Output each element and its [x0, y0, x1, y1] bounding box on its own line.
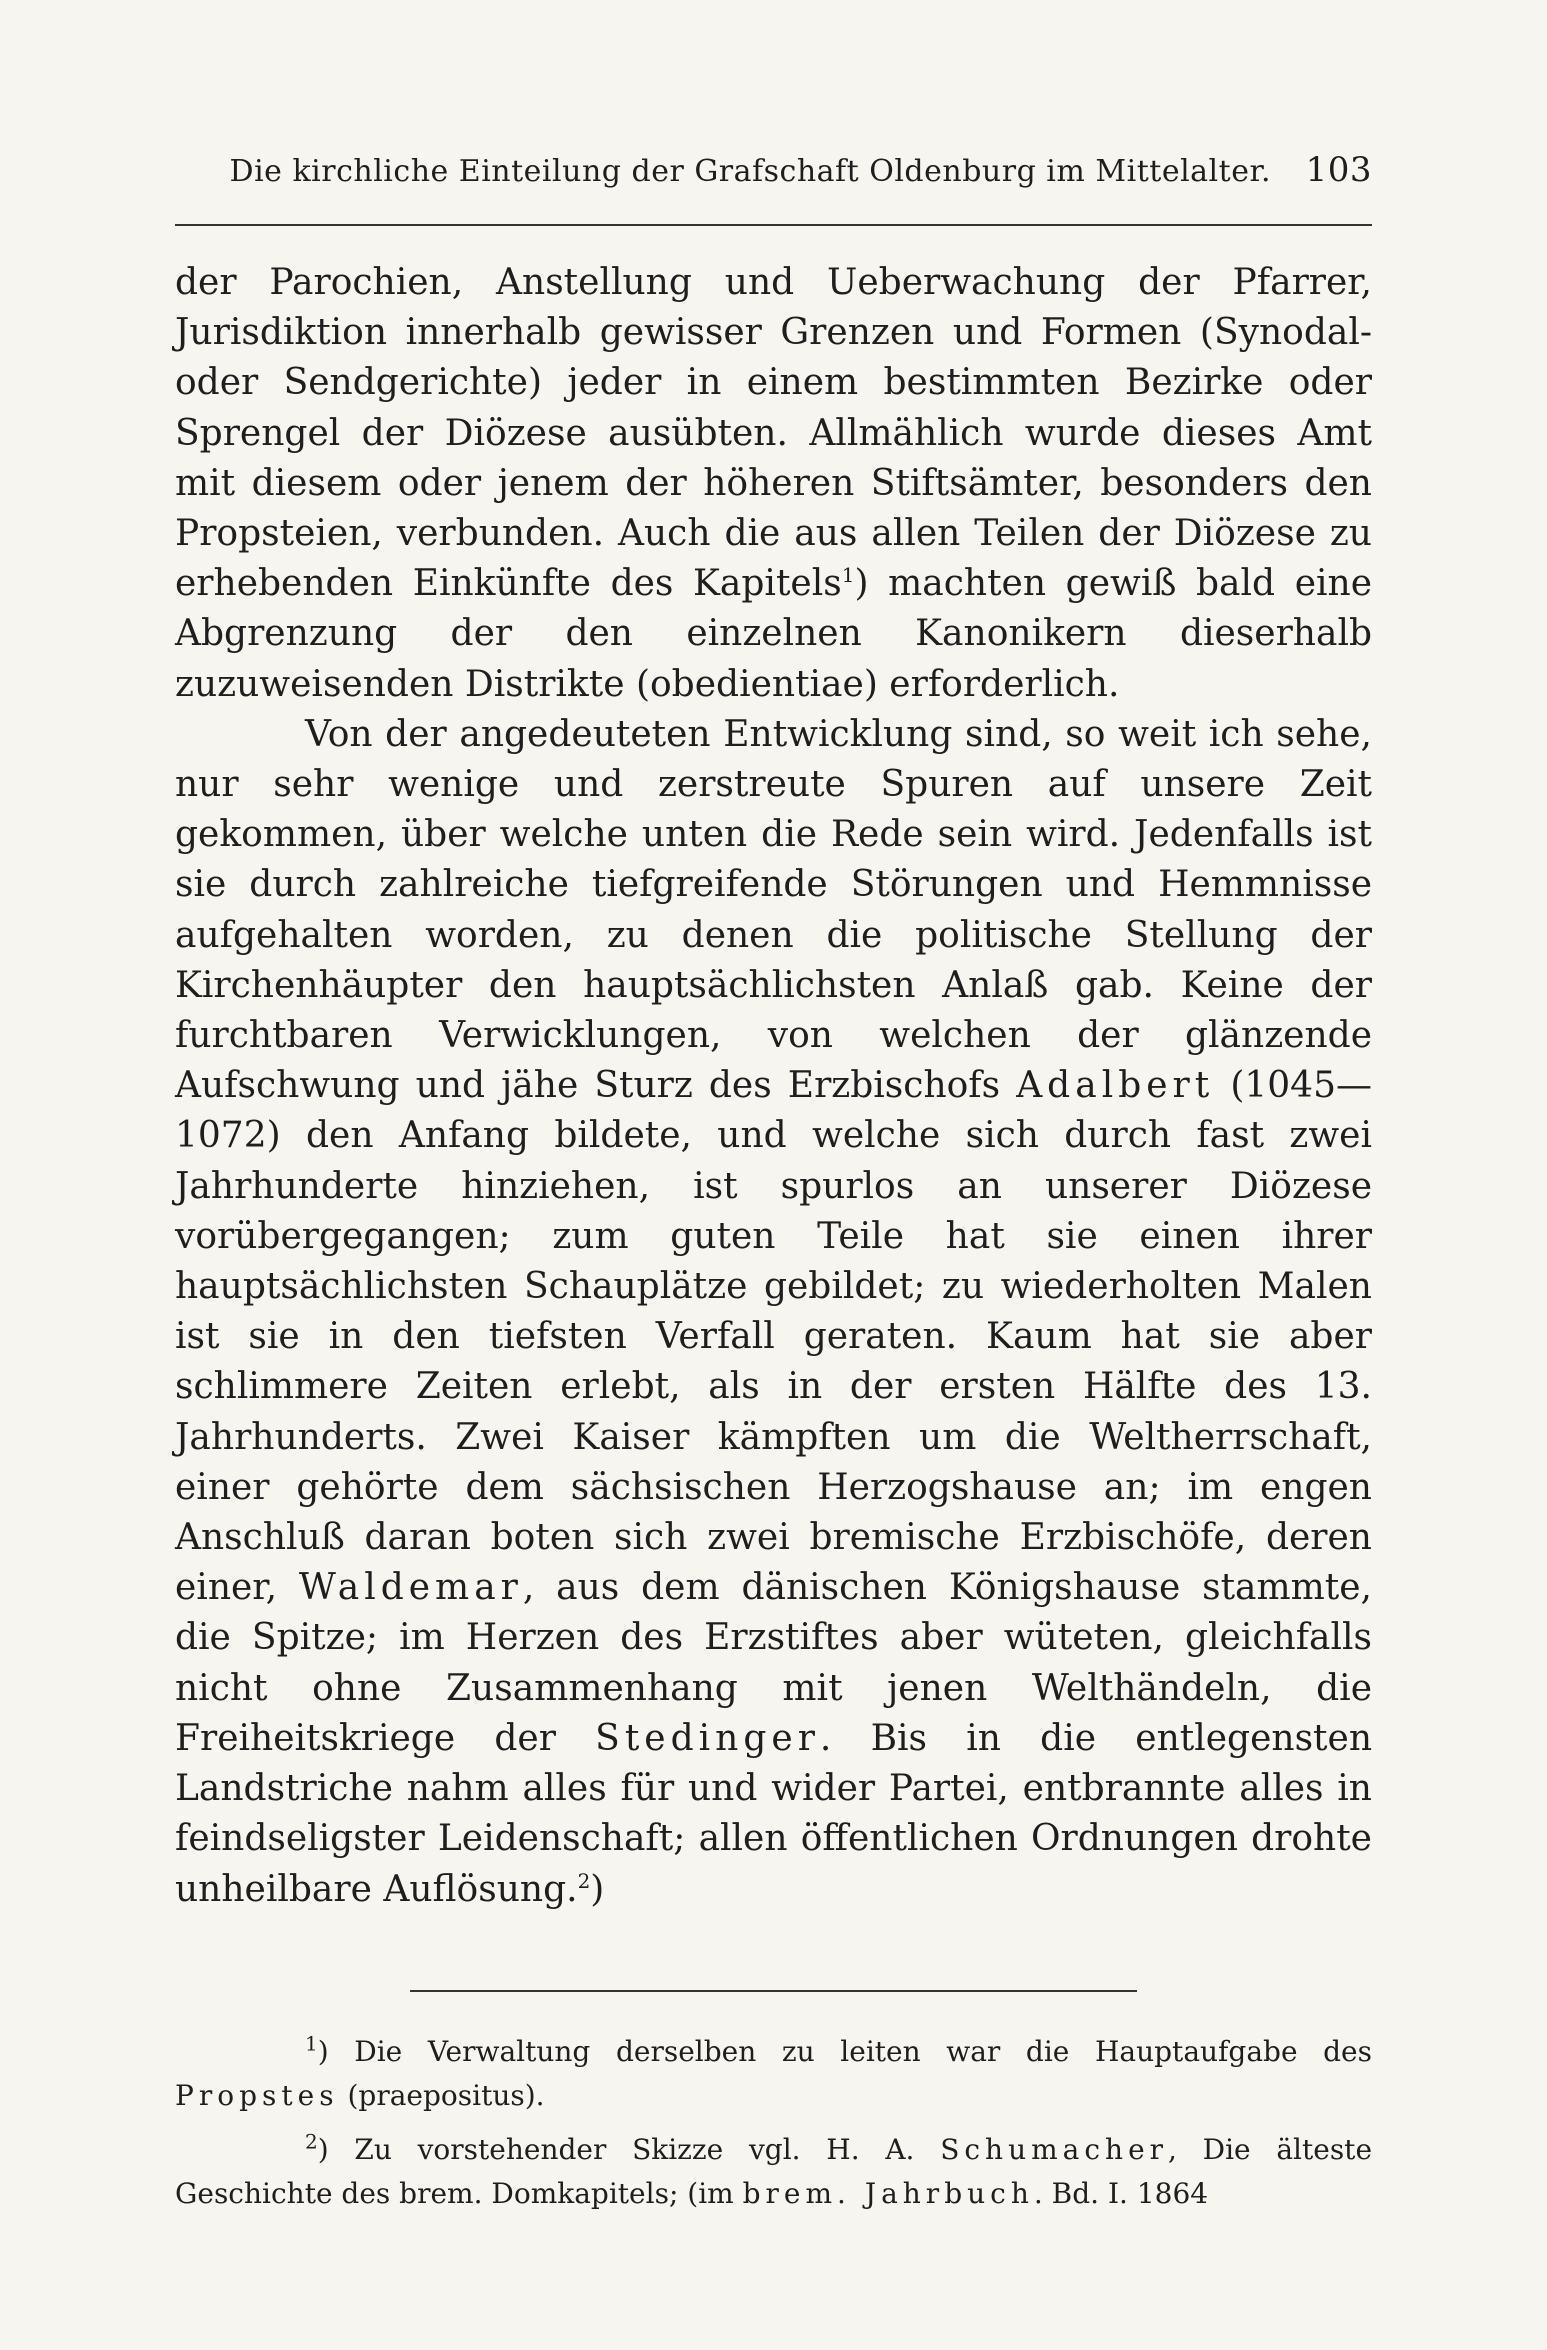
footnote-rule: [410, 1990, 1137, 1992]
paragraph-2: Von der angedeuteten Entwicklung sind, so weit ich sehe, nur sehr wenige und zerstreute Spuren auf unsere Zeit gekommen, über welche unten die Rede sein wird. Jedenfalls ist sie durch zahlreiche tiefgreifende Störungen und Hemmnisse aufgehalten worden, zu denen die politische Stellung der Kirchenhäupter den hauptsächlichsten Anlaß gab. Keine der furchtbaren Verwicklungen, von welchen der glänzende Aufschwung und jähe Sturz des Erzbischofs Adalbert (1045—1072) den Anfang bildete, und welche sich durch fast zwei Jahrhunderte hinziehen, ist spurlos an unserer Diözese vorübergegangen; zum guten Teile hat sie einen ihrer hauptsächlichsten Schauplätze gebildet; zu wiederholten Malen ist sie in den tiefsten Verfall geraten. Kaum hat sie aber schlimmere Zeiten erlebt, als in der ersten Hälfte des 13. Jahrhunderts. Zwei Kaiser kämpften um die Weltherrschaft, einer gehörte dem sächsischen Herzogshause an; im engen Anschluß daran boten sich zwei bremische Erzbischöfe, deren einer, Waldemar, aus dem dänischen Königshause stammte, die Spitze; im Herzen des Erzstiftes aber wüteten, gleichfalls nicht ohne Zusammenhang mit jenen Welthändeln, die Freiheitskriege der Stedinger. Bis in die entlegensten Landstriche nahm alles für und wider Partei, entbrannte alles in feindseligster Leidenschaft; allen öffentlichen Ordnungen drohte unheilbare Auflösung.$^2$): [175, 713, 1373, 1910]
footnote-1: $^1$) Die Verwaltung derselben zu leiten war die Hauptaufgabe des Propstes (praepositus).: [175, 2031, 1372, 2112]
name-adalbert: Adalbert: [1016, 1065, 1215, 1107]
name-waldemar: Waldemar: [298, 1567, 523, 1609]
footnotes: [175, 2030, 1372, 2226]
name-stedinger: Stedinger: [595, 1717, 820, 1759]
main-text: [175, 258, 1372, 1915]
footnote-ref-1: 1: [841, 563, 855, 588]
running-title: Die kirchliche Einteilung der Grafschaft Oldenburg im Mittelalter.: [229, 154, 1272, 189]
paragraph-1: der Parochien, Anstellung und Ueberwachung der Pfarrer, Jurisdiktion innerhalb gewisser Grenzen und Formen (Synodal- oder Sendgerichte) jeder in einem bestimmten Bezirke oder Sprengel der Diözese ausübten. Allmählich wurde dieses Amt mit diesem oder jenem der höheren Stiftsämter, besonders den Propsteien, verbunden. Auch die aus allen Teilen der Diözese zu erhebenden Einkünfte des Kapitels$^1$) machten gewiß bald eine Abgrenzung der den einzelnen Kanonikern dieserhalb zuzuweisenden Distrikte (obedientiae) erforderlich.: [175, 262, 1372, 705]
footnote-ref-2: 2: [577, 1868, 591, 1893]
running-header: [175, 150, 1372, 190]
page-number: 103: [1305, 150, 1372, 190]
header-rule: [175, 224, 1372, 226]
footnote-2: $^2$) Zu vorstehender Skizze vgl. H. A. Schumacher, Die älteste Geschichte des brem. Domkapitels; (im brem. Jahrbuch. Bd. I. 1864: [175, 2129, 1373, 2210]
